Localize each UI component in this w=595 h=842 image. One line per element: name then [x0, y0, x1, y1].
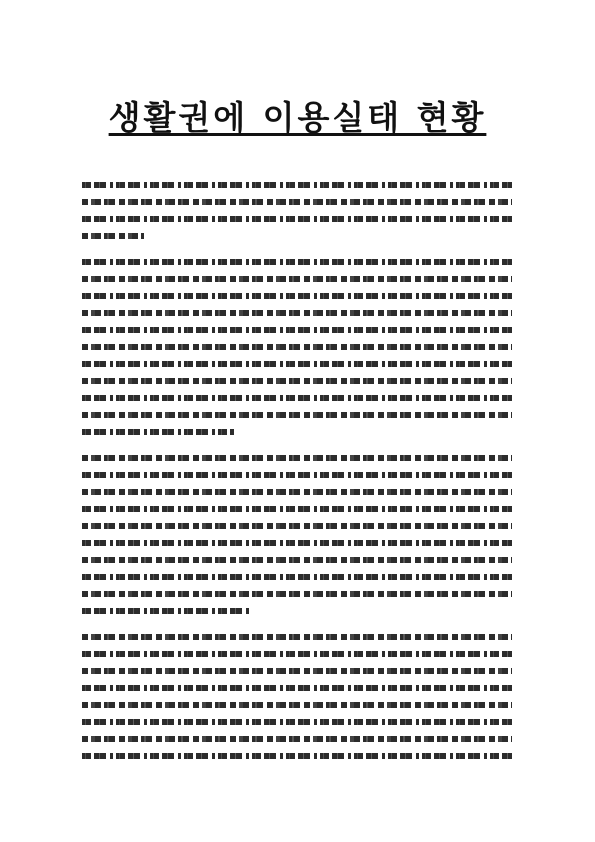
text-line	[82, 540, 512, 546]
text-line	[82, 736, 512, 742]
text-line	[82, 293, 512, 299]
paragraph	[82, 182, 512, 239]
text-line	[82, 489, 512, 495]
text-line	[82, 216, 512, 222]
text-line	[82, 557, 512, 563]
text-line	[82, 523, 512, 529]
text-line	[82, 506, 512, 512]
text-line	[82, 608, 252, 614]
text-line	[82, 361, 512, 367]
text-line	[82, 182, 512, 188]
text-line	[82, 276, 512, 282]
text-line	[82, 259, 512, 265]
paragraph	[82, 634, 512, 759]
text-line	[82, 685, 512, 691]
paragraph	[82, 259, 512, 435]
document-title: 생활권에 이용실태 현황	[108, 98, 487, 137]
text-line	[82, 574, 512, 580]
text-line	[82, 591, 512, 597]
text-line	[82, 634, 512, 640]
text-line	[82, 753, 512, 759]
text-line	[82, 651, 512, 657]
text-line	[82, 395, 512, 401]
text-line	[82, 378, 512, 384]
text-line	[82, 668, 512, 674]
text-line	[82, 412, 512, 418]
text-line	[82, 429, 234, 435]
text-line	[82, 702, 512, 708]
text-line	[82, 199, 512, 205]
document-body	[82, 182, 512, 779]
text-line	[82, 472, 512, 478]
paragraph	[82, 455, 512, 614]
text-line	[82, 719, 512, 725]
text-line	[82, 310, 512, 316]
text-line	[82, 455, 512, 461]
text-line	[82, 327, 512, 333]
text-line	[82, 344, 512, 350]
text-line	[82, 233, 144, 239]
